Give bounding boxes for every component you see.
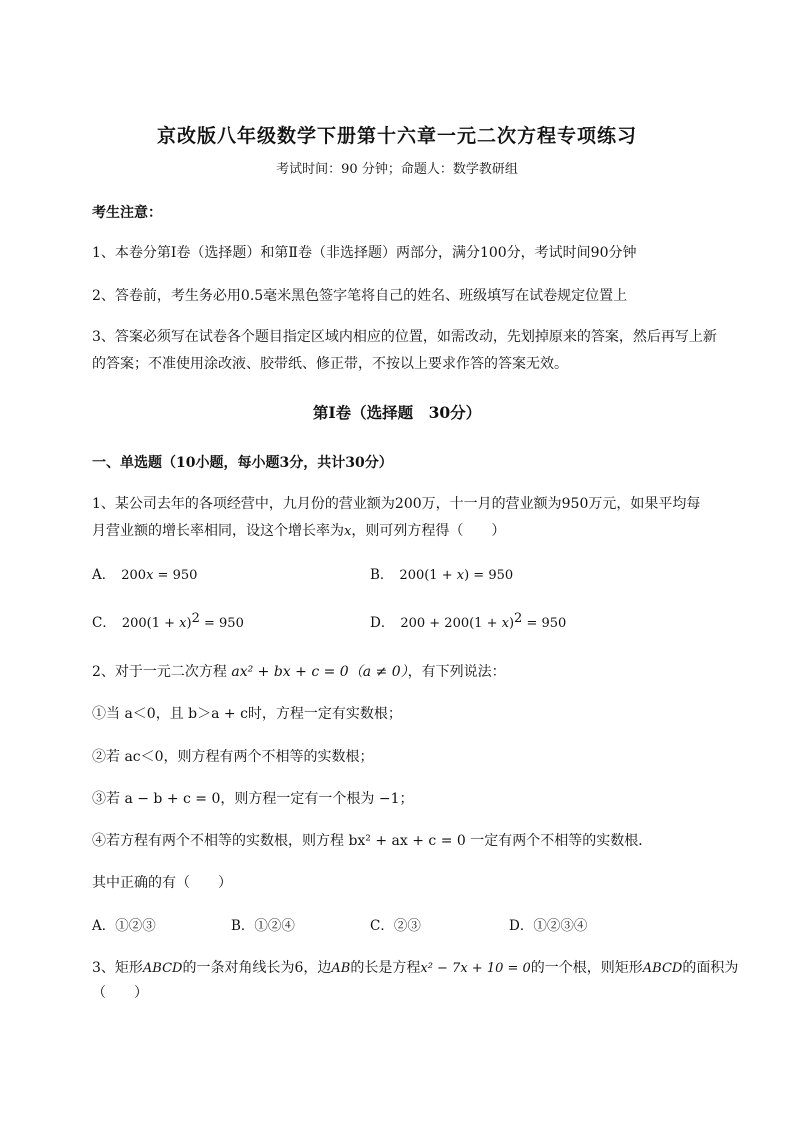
notice-heading: 考生注意： [92, 205, 162, 221]
q2-statement-1: ①当 a＜0，且 b＞a + c时，方程一定有实数根； [92, 706, 402, 722]
q2-option-d[interactable]: D．①②③④ [509, 918, 588, 934]
q1-line2: 月营业额的增长率相同，设这个增长率为x，则可列方程得（ ） [92, 523, 506, 539]
page-subtitle: 考试时间：90 分钟；命题人：数学教研组 [276, 162, 518, 177]
notice-item-3-cont: 的答案；不准使用涂改液、胶带纸、修正带，不按以上要求作答的答案无效。 [92, 356, 568, 372]
q1-variable: x [344, 524, 352, 539]
q2-option-c[interactable]: C．②③ [370, 918, 421, 934]
q2-option-b[interactable]: B．①②④ [231, 918, 295, 934]
q3-line1: 3、矩形ABCD的一条对角线长为6，边AB的长是方程x² − 7x + 10 = 0的一个根，则矩形ABCD的面积为 [92, 960, 739, 976]
notice-item-3: 3、答案必须写在试卷各个题目指定区域内相应的位置，如需改动，先划掉原来的答案，然后再写上新 [92, 329, 717, 345]
q1-option-a[interactable]: A． 200x = 950 [92, 567, 198, 583]
q1-option-d[interactable]: D． $200 + 200(1 + x)^2 = 950$ [370, 611, 567, 631]
q2-statement-3: ③若 a − b + c = 0，则方程一定有一个根为 −1； [92, 791, 414, 807]
q2-question: 其中正确的有（ ） [92, 875, 232, 891]
notice-item-2: 2、答卷前，考生务必用0.5毫米黑色签字笔将自己的姓名、班级填写在试卷规定位置上 [92, 288, 628, 304]
part-heading: 一、单选题（10小题，每小题3分，共计30分） [92, 455, 393, 471]
notice-item-1: 1、本卷分第I卷（选择题）和第Ⅱ卷（非选择题）两部分，满分100分，考试时间90分钟 [92, 245, 637, 261]
q1-option-b[interactable]: B． 200(1 + x) = 950 [370, 567, 514, 583]
q2-intro: 2、对于一元二次方程 ax² + bx + c = 0（a ≠ 0），有下列说法： [92, 664, 506, 680]
q2-statement-2: ②若 ac＜0，则方程有两个不相等的实数根； [92, 749, 374, 765]
q2-option-a[interactable]: A．①②③ [92, 918, 156, 934]
q2-equation: ax² + bx + c = 0（a ≠ 0） [231, 664, 408, 680]
q2-statement-4: ④若方程有两个不相等的实数根，则方程 bx² + ax + c = 0 一定有两个不相等的实数根． [92, 833, 653, 849]
page-title: 京改版八年级数学下册第十六章一元二次方程专项练习 [156, 125, 637, 147]
section-title: 第I卷（选择题 30分） [312, 403, 482, 422]
q1-line1: 1、某公司去年的各项经营中，九月份的营业额为200万，十一月的营业额为950万元，如果平均每 [92, 496, 701, 512]
q3-line2: （ ） [92, 985, 148, 1001]
q3-equation: x² − 7x + 10 = 0 [420, 961, 531, 976]
q1-option-c[interactable]: C． $200(1 + x)^2 = 950$ [92, 611, 244, 631]
